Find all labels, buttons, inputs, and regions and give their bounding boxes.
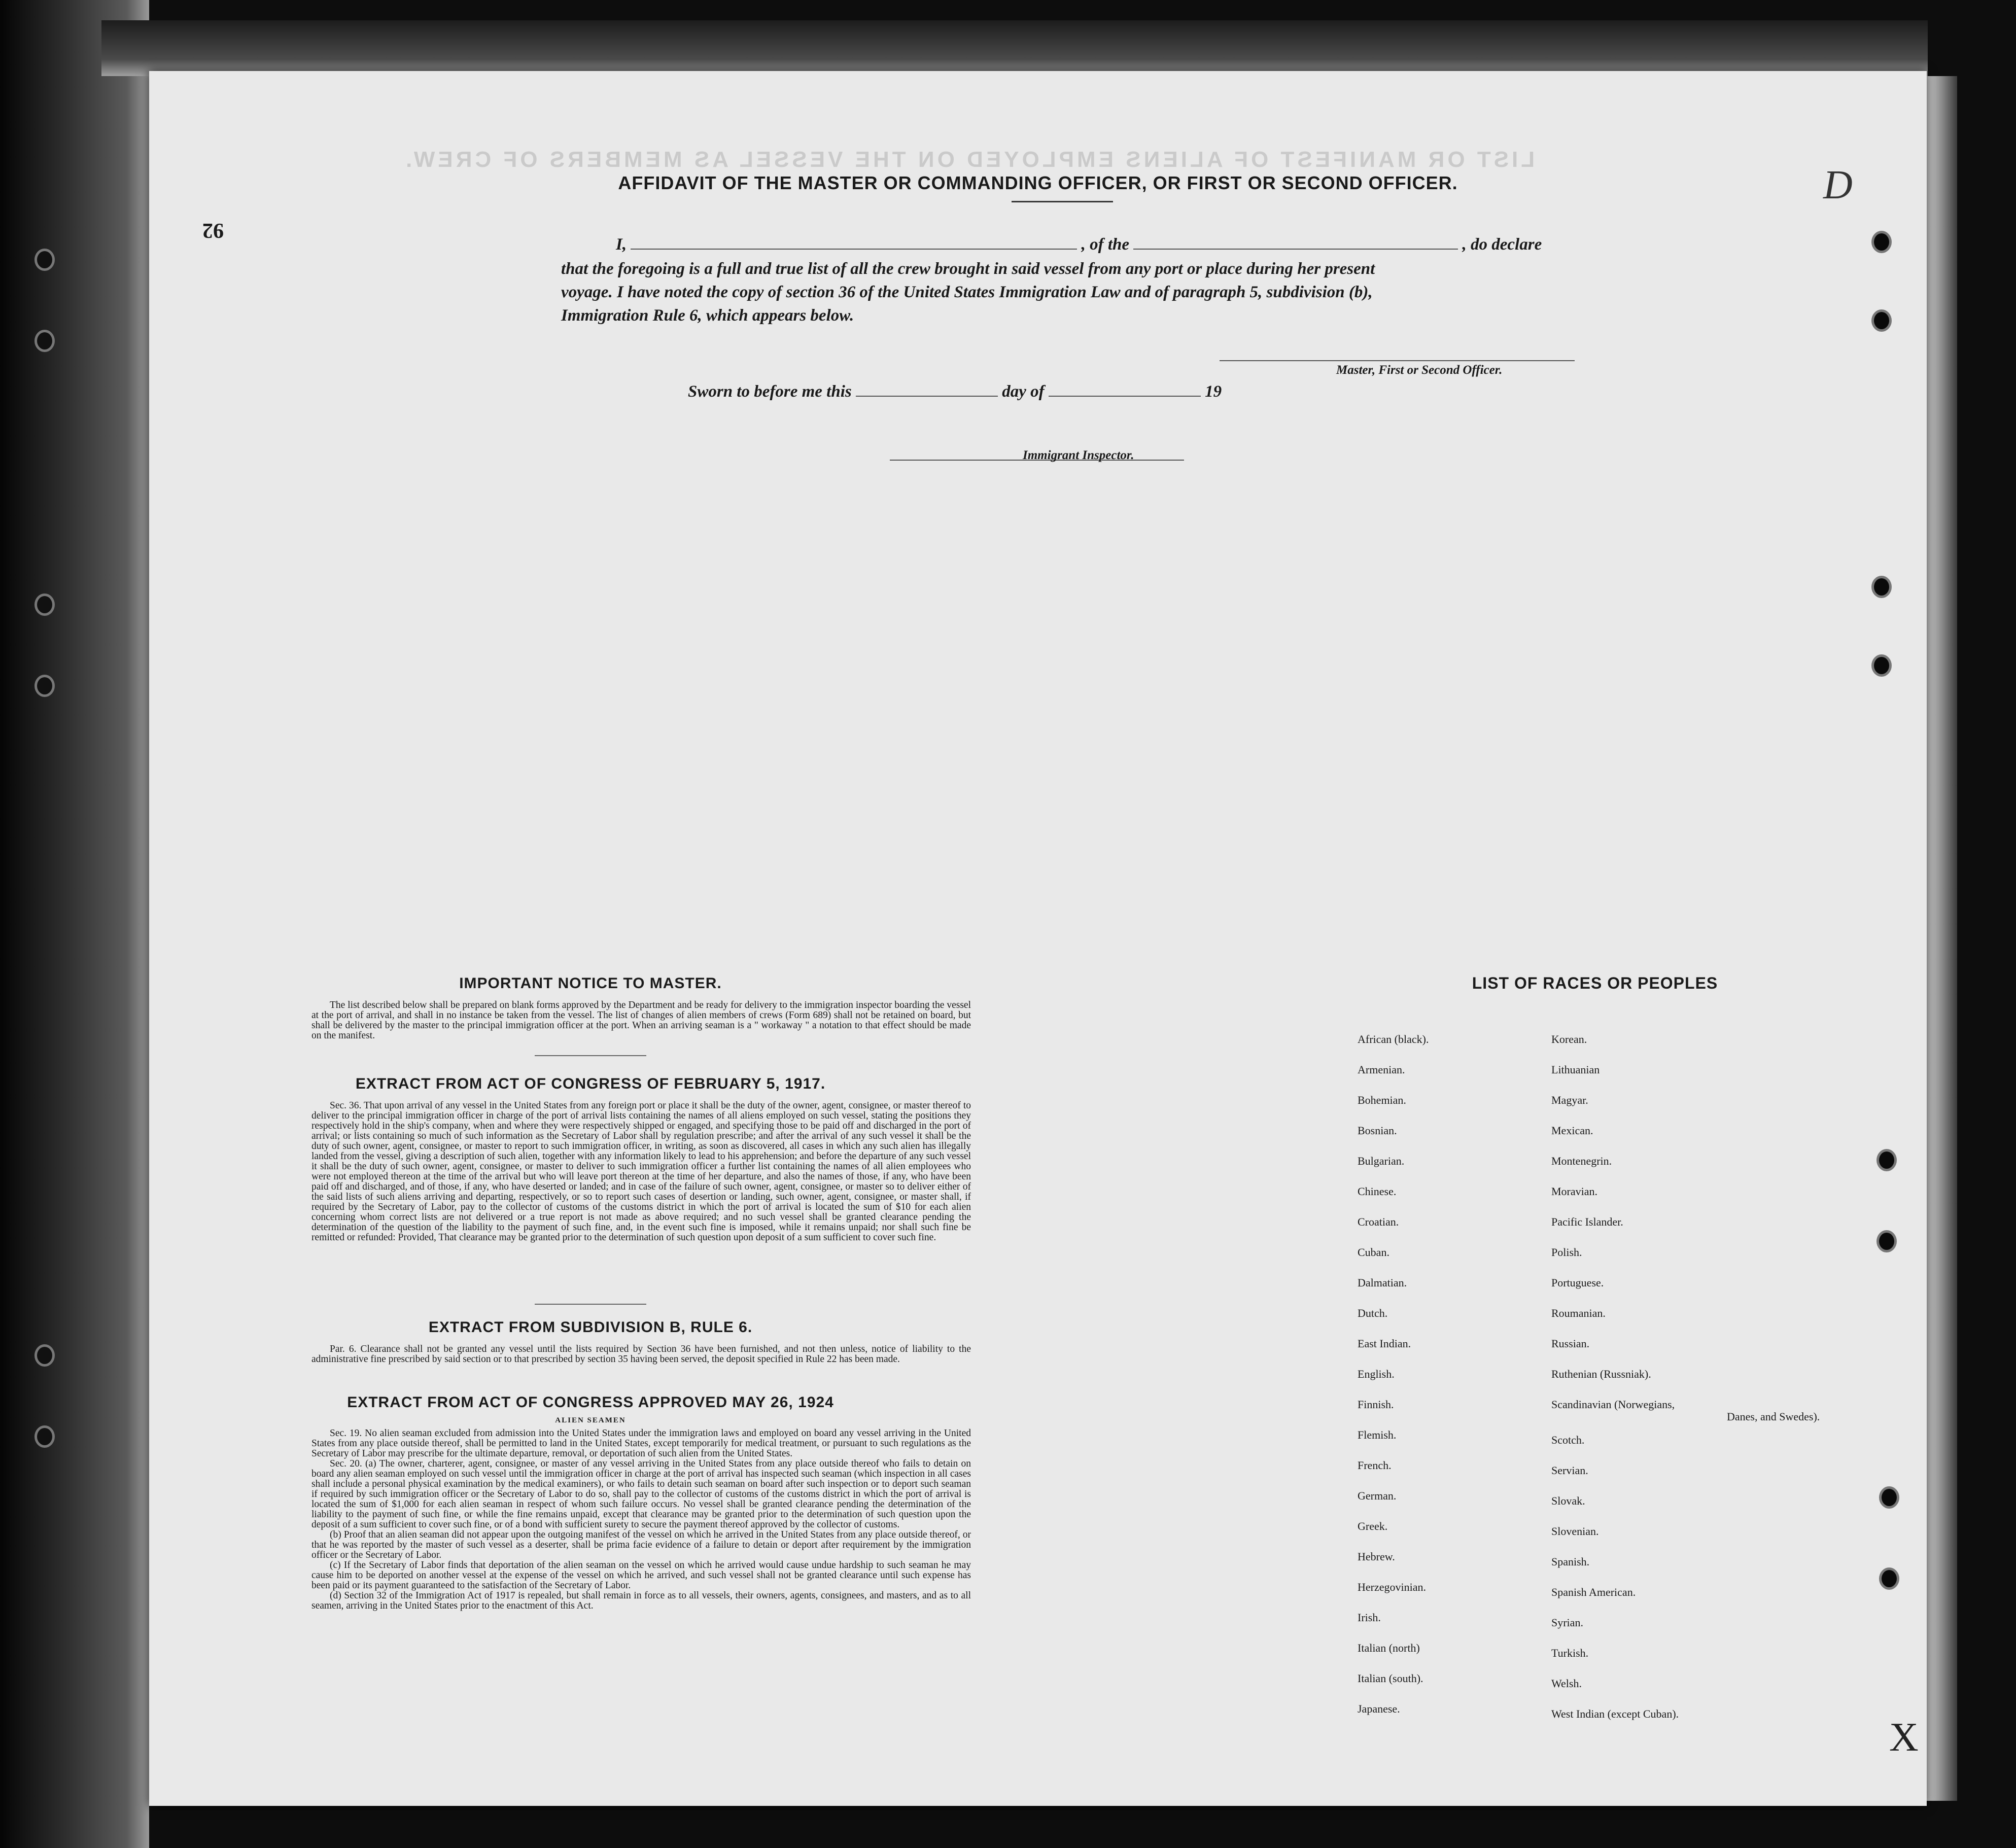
race-item: Italian (north) bbox=[1358, 1642, 1420, 1654]
punch-hole bbox=[1871, 231, 1892, 253]
race-item: Spanish American. bbox=[1551, 1586, 1636, 1598]
race-item: Scandinavian (Norwegians, bbox=[1551, 1398, 1675, 1411]
race-item: Russian. bbox=[1551, 1337, 1590, 1350]
punch-hole bbox=[1871, 576, 1892, 598]
race-item: Korean. bbox=[1551, 1033, 1587, 1045]
race-item: Spanish. bbox=[1551, 1555, 1590, 1568]
race-item: Portuguese. bbox=[1551, 1276, 1604, 1289]
race-item: Magyar. bbox=[1551, 1094, 1588, 1106]
extract-rule6-title: EXTRACT FROM SUBDIVISION B, RULE 6. bbox=[428, 1319, 753, 1336]
day-of-label: day of bbox=[1002, 382, 1045, 401]
name-blank[interactable] bbox=[631, 234, 1077, 250]
race-item: Welsh. bbox=[1551, 1677, 1582, 1690]
sec-20d-paragraph: (d) Section 32 of the Immigration Act of 1917 is repealed, but shall remain in force as to all vessels, their owners, agents, consignees, and masters, and as to all seamen, arriving in the United States prior to the enactment of this Act. bbox=[311, 1590, 971, 1611]
rule6-paragraph: Par. 6. Clearance shall not be granted any vessel until the lists required by Section 36 have been furnished, and not then unless, notice of liability to the administrative fine prescribed by said section or to that prescribed by section 35 having been served, the deposit specified in Rule 22 has been made. bbox=[311, 1344, 971, 1365]
race-item: Croatian. bbox=[1358, 1215, 1399, 1228]
notice-title: IMPORTANT NOTICE TO MASTER. bbox=[459, 975, 722, 992]
sec-19-paragraph: Sec. 19. No alien seaman excluded from admission into the United States under the immigration laws and employed on board any vessel arriving in the United States from any place outside thereof, shall be permitted to land in the United States, except temporarily for medical treatment, or pursuant to such regulations as the Secretary of Labor may prescribe for the ultimate departure, removal, or deportation of such alien from the United States. bbox=[311, 1428, 971, 1459]
of-the-label: , of the bbox=[1081, 235, 1130, 254]
sworn-line bbox=[688, 381, 1222, 401]
race-item: Turkish. bbox=[1551, 1647, 1589, 1659]
binder-hole bbox=[34, 330, 55, 352]
punch-hole bbox=[1876, 1230, 1897, 1252]
sec-20a-paragraph: Sec. 20. (a) The owner, charterer, agent, consignee, or master of any vessel arriving in the United States from any place outside thereof who fails to detain on board any alien seaman employed on such vessel until the immigration officer in charge at the port of arrival has inspected such seaman (which inspection in all cases shall include a personal physical examination by the medical examiners), or who fails to detain such seaman on board after such inspection or to deport such seaman if required by such immigration officer or the Secretary of Labor to do so, shall pay to the collector of customs of the customs district in which the port of arrival is located the sum of $1,000 for each alien seaman in respect of whom such failure occurs. No vessel shall be granted clearance pending the determination of the liability to the payment of such fine, or while the fine remains unpaid, except that clearance may be granted prior to the determination of such question upon the deposit of a sum sufficient to cover such fine, or of a bond with sufficient surety to secure the payment thereof approved by the collector of customs. bbox=[311, 1458, 971, 1530]
race-item: Servian. bbox=[1551, 1464, 1588, 1477]
race-item: Chinese. bbox=[1358, 1185, 1397, 1198]
bleed-through-heading: LIST OR MANIFEST OF ALIENS EMPLOYED ON THE VESSEL AS MEMBERS OF CREW. bbox=[403, 147, 1535, 172]
race-item: Herzegovinian. bbox=[1358, 1581, 1426, 1593]
sworn-day-blank[interactable] bbox=[856, 381, 998, 397]
extract-1924-text bbox=[311, 1428, 971, 1611]
race-item: Greek. bbox=[1358, 1520, 1388, 1532]
sworn-label: Sworn to before me this bbox=[688, 382, 852, 401]
race-item: Bosnian. bbox=[1358, 1124, 1397, 1137]
race-item: Syrian. bbox=[1551, 1616, 1583, 1629]
declaration-text-4: Immigration Rule 6, which appears below. bbox=[561, 306, 854, 325]
handwritten-x-mark: X bbox=[1889, 1715, 1919, 1760]
race-item: Bulgarian. bbox=[1358, 1155, 1405, 1167]
sec-20b-paragraph: (b) Proof that an alien seaman did not appear upon the outgoing manifest of the vessel on which he arrived in the United States from any place outside thereof, or that he was reported by the master of such vessel as a deserter, shall be prima facie evidence of a failure to detain or deport after requirement by the immigration officer or the Secretary of Labor. bbox=[311, 1529, 971, 1560]
race-item: Bohemian. bbox=[1358, 1094, 1406, 1106]
race-item: Polish. bbox=[1551, 1246, 1582, 1259]
race-item: Hebrew. bbox=[1358, 1550, 1395, 1563]
race-item: Mexican. bbox=[1551, 1124, 1593, 1137]
race-item: Japanese. bbox=[1358, 1702, 1400, 1715]
page-stack-edge bbox=[1927, 76, 1957, 1801]
section-36-paragraph: Sec. 36. That upon arrival of any vessel in the United States from any foreign port or place it shall be the duty of the owner, agent, consignee, or master thereof to deliver to the principal immigration officer in charge of the port of arrival lists containing the names of all aliens employed on such vessel, stating the positions they respectively hold in the ship's company, when and where they were respectively shipped or engaged, and specifying those to be paid off and discharged in the port of arrival; or lists containing so much of such information as the Secretary of Labor shall by regulation prescribe; and after the arrival of any such vessel it shall be the duty of such owner, agent, consignee, or master to report to such immigration officer, in writing, as soon as discovered, all cases in which any such alien has illegally landed from the vessel, giving a description of such alien, together with any information likely to lead to his apprehension; and before the departure of any such vessel it shall be the duty of such owner, agent, consignee, or master to deliver to such immigration officer a further list containing the names of all alien employees who were not employed thereon at the time of the arrival but who will leave port thereon at the time of her departure, and also the names of those, if any, who have been paid off and discharged, and of those, if any, who have deserted or landed; and in case of the failure of such owner, agent, consignee, or master so to deliver either of the said lists of such aliens arriving and departing, respectively, or so to report such cases of desertion or landing, such owner, agent, consignee, or master shall, if required by the Secretary of Labor, pay to the collector of customs of the customs district in which the port of arrival is located the sum of $10 for each alien concerning whom correct lists are not delivered or a true report is not made as above required; and no such vessel shall be granted clearance pending the determination of the question of the liability to the payment of such fine, and, in the event such fine is imposed, while it remains unpaid; nor shall such fine be remitted or refunded: Provided, That clearance may be granted prior to the determination of such question upon deposit of a sum sufficient to cover such fine. bbox=[311, 1100, 971, 1243]
race-item: Scotch. bbox=[1551, 1434, 1585, 1446]
race-item: Slovenian. bbox=[1551, 1525, 1599, 1538]
race-item: Cuban. bbox=[1358, 1246, 1389, 1259]
punch-hole bbox=[1879, 1567, 1899, 1590]
race-item: Ruthenian (Russniak). bbox=[1551, 1368, 1651, 1380]
title-rule bbox=[1012, 201, 1113, 202]
race-item: Montenegrin. bbox=[1551, 1155, 1612, 1167]
officer-signature-label: Master, First or Second Officer. bbox=[1336, 363, 1503, 377]
extract-1917-title: EXTRACT FROM ACT OF CONGRESS OF FEBRUARY 5, 1917. bbox=[355, 1075, 826, 1092]
extract-1917-text bbox=[311, 1101, 971, 1243]
punch-hole bbox=[1876, 1149, 1897, 1171]
declaration-i: I, bbox=[616, 235, 627, 254]
affidavit-title: AFFIDAVIT OF THE MASTER OR COMMANDING OFFICER, OR FIRST OR SECOND OFFICER. bbox=[618, 172, 1458, 193]
punch-hole bbox=[1871, 309, 1892, 332]
declaration-text-2: that the foregoing is a full and true list of all the crew brought in said vessel from any port or place during her present bbox=[561, 260, 1375, 278]
declaration-text-3: voyage. I have noted the copy of section 36 of the United States Immigration Law and of paragraph 5, subdivision (b), bbox=[561, 283, 1373, 301]
alien-seamen-subtitle: ALIEN SEAMEN bbox=[555, 1416, 626, 1424]
officer-signature-line[interactable] bbox=[1220, 360, 1575, 361]
race-item: East Indian. bbox=[1358, 1337, 1411, 1350]
handwritten-letter-mark: D bbox=[1823, 163, 1853, 207]
sworn-month-blank[interactable] bbox=[1049, 381, 1201, 397]
race-item: Roumanian. bbox=[1551, 1307, 1606, 1319]
race-item: Finnish. bbox=[1358, 1398, 1394, 1411]
race-item: Irish. bbox=[1358, 1611, 1381, 1624]
race-item: Italian (south). bbox=[1358, 1672, 1423, 1685]
binder-hole bbox=[34, 249, 55, 271]
vessel-blank[interactable] bbox=[1133, 234, 1458, 250]
binder-hole bbox=[34, 675, 55, 697]
section-divider bbox=[535, 1304, 646, 1305]
manifest-page bbox=[149, 71, 1927, 1806]
declaration-line bbox=[616, 234, 1542, 254]
sec-20c-paragraph: (c) If the Secretary of Labor finds that deportation of the alien seaman on the vessel on which he arrived would cause undue hardship to such seaman he may cause him to be deported on another vessel at the expense of the vessel on which he arrived, and such vessel shall not be granted clearance until such expense has been paid or its payment guaranteed to the satisfaction of the Secretary of Labor. bbox=[311, 1560, 971, 1591]
race-item: Lithuanian bbox=[1551, 1063, 1600, 1076]
notice-paragraph: The list described below shall be prepared on blank forms approved by the Department and be ready for delivery to the immigration inspector boarding the vessel at the port of arrival, and shall in no instance be taken from the vessel. The list of changes of alien members of crews (Form 689) shall not be retained on board, but shall be delivered by the master to the principal immigration officer at the port. When an arriving seaman is a " workaway " a notation to that effect should be made on the manifest. bbox=[311, 1000, 971, 1041]
handwritten-page-number: 92 bbox=[202, 219, 224, 242]
binder-hole bbox=[34, 1344, 55, 1367]
scanner-background-top bbox=[101, 20, 1928, 76]
notice-text bbox=[311, 1000, 971, 1041]
race-item: West Indian (except Cuban). bbox=[1551, 1707, 1679, 1720]
race-item: Dutch. bbox=[1358, 1307, 1388, 1319]
punch-hole bbox=[1879, 1486, 1899, 1509]
section-divider bbox=[535, 1055, 646, 1056]
race-item: African (black). bbox=[1358, 1033, 1429, 1045]
races-title: LIST OF RACES OR PEOPLES bbox=[1472, 974, 1718, 992]
race-item: Armenian. bbox=[1358, 1063, 1405, 1076]
race-item: Slovak. bbox=[1551, 1494, 1585, 1507]
extract-1924-title: EXTRACT FROM ACT OF CONGRESS APPROVED MAY 26, 1924 bbox=[347, 1394, 834, 1411]
binder-hole bbox=[34, 1425, 55, 1448]
race-item: German. bbox=[1358, 1489, 1397, 1502]
race-item: French. bbox=[1358, 1459, 1392, 1472]
race-item: Pacific Islander. bbox=[1551, 1215, 1623, 1228]
race-item: English. bbox=[1358, 1368, 1395, 1380]
do-declare-label: , do declare bbox=[1462, 235, 1542, 254]
race-right-continuation: Danes, and Swedes). bbox=[1727, 1410, 1820, 1423]
punch-hole bbox=[1871, 654, 1892, 677]
race-item: Flemish. bbox=[1358, 1428, 1397, 1441]
binder-hole bbox=[34, 594, 55, 616]
year-prefix: 19 bbox=[1205, 382, 1222, 401]
extract-rule6-text bbox=[311, 1344, 971, 1365]
inspector-signature-label: Immigrant Inspector. bbox=[1023, 448, 1134, 462]
race-item: Dalmatian. bbox=[1358, 1276, 1407, 1289]
scanner-background-left bbox=[0, 0, 149, 1848]
race-item: Moravian. bbox=[1551, 1185, 1598, 1198]
